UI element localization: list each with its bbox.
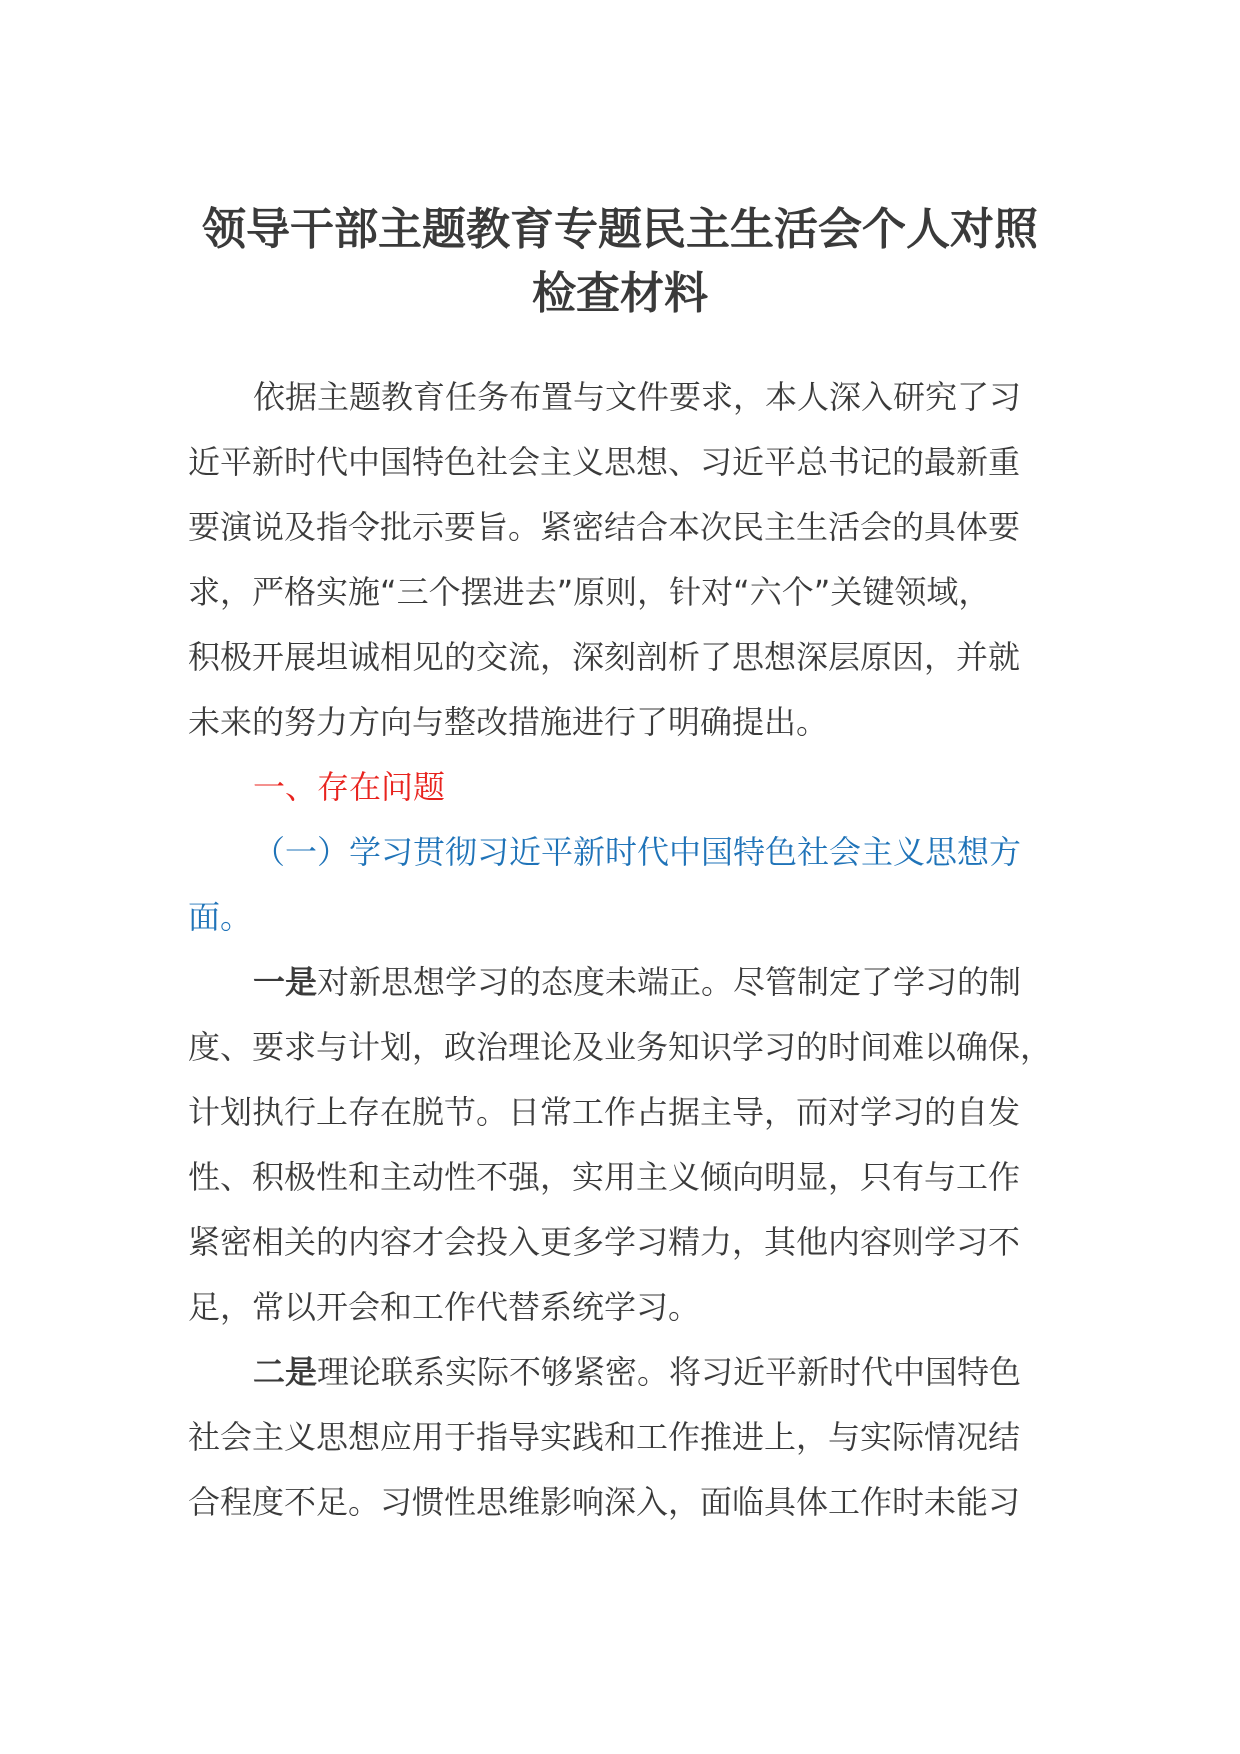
text-line: 要演说及指令批示要旨。紧密结合本次民主生活会的具体要 [188,508,1021,546]
text-line: 合程度不足。习惯性思维影响深入，面临具体工作时未能习 [188,1483,1021,1521]
text-line: 积极开展坦诚相见的交流，深刻剖析了思想深层原因，并就 [188,638,1021,676]
point-two-paragraph [188,1340,1068,1535]
subsection-line: 面。 [188,898,253,936]
point-label: 二是 [253,1353,318,1391]
text-line: 依据主题教育任务布置与文件要求，本人深入研究了习 [253,378,1022,416]
subsection-heading [188,820,1068,950]
document-title [160,198,1080,326]
document-body [188,365,1068,1535]
title-line: 领导干部主题教育专题民主生活会个人对照 [202,204,1038,255]
text-line: 性、积极性和主动性不强，实用主义倾向明显，只有与工作 [188,1158,1021,1196]
text-line: 近平新时代中国特色社会主义思想、习近平总书记的最新重 [188,443,1021,481]
text-line [188,1340,1068,1405]
text-line: 社会主义思想应用于指导实践和工作推进上，与实际情况结 [188,1418,1021,1456]
title-line: 检查材料 [532,268,708,319]
subsection-line: （一）学习贯彻习近平新时代中国特色社会主义思想方 [253,833,1022,871]
intro-paragraph [188,365,1068,755]
text-line: 未来的努力方向与整改措施进行了明确提出。 [188,703,829,741]
text-line: 度、要求与计划，政治理论及业务知识学习的时间难以确保， [188,1028,1053,1066]
text-line: 计划执行上存在脱节。日常工作占据主导，而对学习的自发 [188,1093,1021,1131]
point-text: 理论联系实际不够紧密。将习近平新时代中国特色 [317,1353,1022,1391]
text-line: 求，严格实施“三个摆进去”原则，针对“六个”关键领域， [188,573,991,611]
point-one-paragraph [188,950,1068,1340]
section-heading: 一、存在问题 [253,768,446,806]
text-line: 足，常以开会和工作代替系统学习。 [188,1288,701,1326]
text-line: 紧密相关的内容才会投入更多学习精力，其他内容则学习不 [188,1223,1021,1261]
point-text: 对新思想学习的态度未端正。尽管制定了学习的制 [317,963,1022,1001]
point-label: 一是 [253,963,318,1001]
text-line [188,950,1068,1015]
